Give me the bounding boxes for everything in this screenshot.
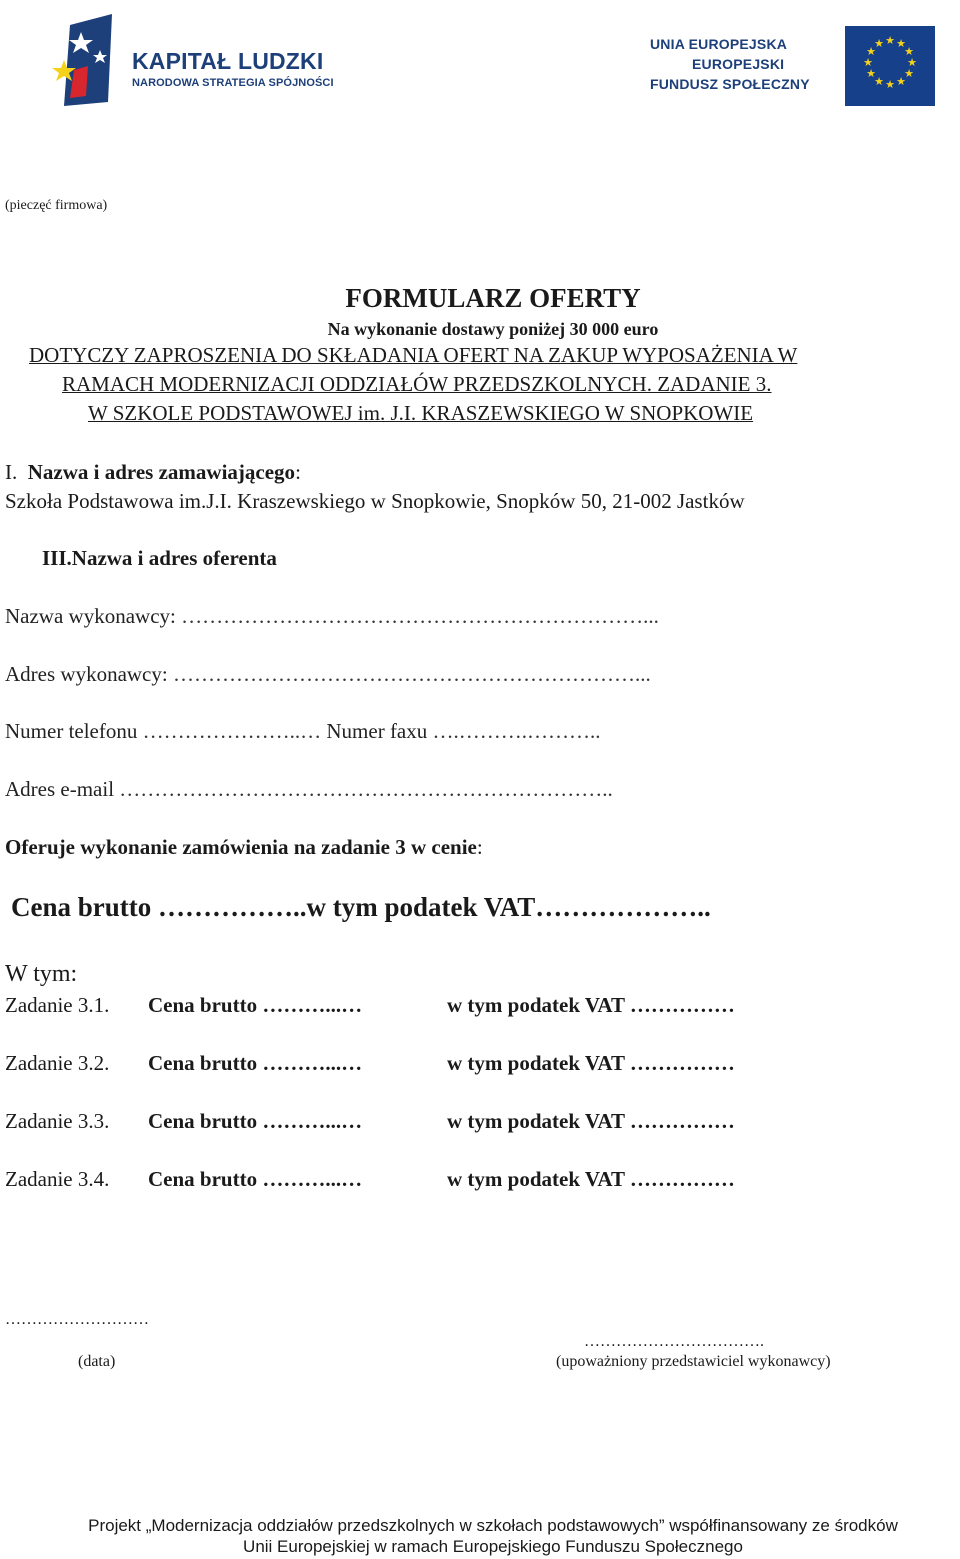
- task-price-field[interactable]: ………...…: [262, 1051, 363, 1075]
- form-subtitle: Na wykonanie dostawy poniżej 30 000 euro: [327, 319, 659, 339]
- logo-title: KAPITAŁ LUDZKI: [132, 48, 324, 74]
- task-vat-field[interactable]: ……………: [629, 993, 735, 1017]
- task-vat-field[interactable]: ……………: [629, 1109, 735, 1133]
- task-vat: [447, 1167, 735, 1191]
- section-1-number: I.: [5, 460, 18, 484]
- task-price: [148, 993, 447, 1018]
- task-price-label: Cena brutto: [148, 1051, 258, 1075]
- representative-signature-field[interactable]: …………………………….: [584, 1333, 764, 1350]
- contractor-address-label: Adres wykonawcy:: [5, 662, 168, 686]
- task-row: [5, 1051, 735, 1076]
- subject-line-3: W SZKOLE PODSTAWOWEJ im. J.I. KRASZEWSKIEGO W SNOPKOWIE: [88, 401, 754, 425]
- eu-efs-logo: [636, 20, 936, 108]
- contractor-address-field[interactable]: …………………………………………………………...: [172, 662, 651, 686]
- task-label: Zadanie 3.3.: [5, 1109, 110, 1133]
- svg-text:★: ★: [863, 56, 873, 69]
- task-price-field[interactable]: ………...…: [262, 1167, 363, 1191]
- svg-text:★: ★: [885, 78, 895, 91]
- section-3-number: III.: [42, 546, 72, 570]
- offer-colon: :: [476, 835, 483, 859]
- task-vat: [447, 993, 735, 1017]
- section-1-title: Nazwa i adres zamawiającego: [27, 460, 296, 484]
- email-field[interactable]: ……………………………………………………………..: [119, 777, 613, 801]
- svg-text:★: ★: [896, 75, 906, 88]
- task-vat-label: w tym podatek VAT: [447, 1051, 625, 1075]
- task-vat-field[interactable]: ……………: [629, 1051, 735, 1075]
- task-row: [5, 1167, 735, 1192]
- contractor-name-row: [5, 604, 659, 629]
- section-1-heading: [5, 460, 301, 485]
- total-price-label: Cena brutto: [11, 892, 152, 922]
- date-field[interactable]: ………………………: [5, 1311, 149, 1328]
- task-vat-label: w tym podatek VAT: [447, 993, 625, 1017]
- total-vat-field[interactable]: ………………..: [535, 892, 711, 922]
- eu-flag-icon: [845, 26, 935, 106]
- task-row: [5, 1109, 735, 1134]
- svg-text:★: ★: [907, 56, 917, 69]
- task-price-field[interactable]: ………...…: [262, 1109, 363, 1133]
- svg-text:★: ★: [874, 37, 884, 50]
- task-label: Zadanie 3.1.: [5, 993, 110, 1017]
- email-label: Adres e-mail: [5, 777, 115, 801]
- section-3-heading: [42, 546, 277, 571]
- eu-logo-line2: EUROPEJSKI: [692, 56, 785, 72]
- subject-line-2: RAMACH MODERNIZACJI ODDZIAŁÓW PRZEDSZKOLNYCH. ZADANIE 3.: [62, 372, 772, 396]
- task-vat-label: w tym podatek VAT: [447, 1167, 625, 1191]
- task-price: [148, 1109, 447, 1134]
- svg-text:★: ★: [866, 67, 876, 80]
- total-price-row: [11, 892, 711, 923]
- task-price-label: Cena brutto: [148, 993, 258, 1017]
- task-vat-field[interactable]: ……………: [629, 1167, 735, 1191]
- fax-label: Numer faxu: [326, 719, 428, 743]
- total-vat-label: w tym podatek VAT: [306, 892, 536, 922]
- svg-text:★: ★: [904, 67, 914, 80]
- form-title: FORMULARZ OFERTY: [345, 283, 641, 313]
- task-price-label: Cena brutto: [148, 1167, 258, 1191]
- svg-text:★: ★: [866, 45, 876, 58]
- task-price: [148, 1167, 447, 1192]
- svg-text:★: ★: [885, 34, 895, 47]
- svg-text:★: ★: [874, 75, 884, 88]
- eu-logo-line1: UNIA EUROPEJSKA: [650, 36, 788, 52]
- ordering-party-address: Szkoła Podstawowa im.J.I. Kraszewskiego w Snopkowie, Snopków 50, 21-002 Jastków: [5, 489, 745, 513]
- svg-text:★: ★: [896, 37, 906, 50]
- subject-line-1: DOTYCZY ZAPROSZENIA DO SKŁADANIA OFERT NA ZAKUP WYPOSAŻENIA W: [29, 343, 798, 367]
- total-price-field[interactable]: ……………..: [158, 892, 307, 922]
- kapital-ludzki-logo: [50, 10, 360, 110]
- representative-label: (upoważniony przedstawiciel wykonawcy): [556, 1353, 831, 1370]
- footer-line-2: Unii Europejskiej w ramach Europejskiego Funduszu Społecznego: [243, 1537, 743, 1556]
- phone-fax-row: [5, 719, 601, 744]
- offer-text: Oferuje wykonanie zamówienia na zadanie 3 w cenie: [5, 835, 477, 859]
- contractor-name-label: Nazwa wykonawcy:: [5, 604, 176, 628]
- eu-logo-line3: FUNDUSZ SPOŁECZNY: [650, 76, 810, 92]
- contractor-name-field[interactable]: …………………………………………………………...: [181, 604, 659, 628]
- task-vat: [447, 1109, 735, 1133]
- kapital-ludzki-emblem-icon: [50, 10, 130, 110]
- task-price-label: Cena brutto: [148, 1109, 258, 1133]
- contractor-address-row: [5, 662, 651, 687]
- phone-label: Numer telefonu: [5, 719, 138, 743]
- email-row: [5, 777, 613, 802]
- task-price-field[interactable]: ………...…: [262, 993, 363, 1017]
- task-price: [148, 1051, 447, 1076]
- fax-field[interactable]: ….……….………..: [432, 719, 601, 743]
- logo-subtitle: NARODOWA STRATEGIA SPÓJNOŚCI: [132, 77, 334, 89]
- task-vat-label: w tym podatek VAT: [447, 1109, 625, 1133]
- breakdown-heading: W tym:: [5, 961, 78, 987]
- task-label: Zadanie 3.2.: [5, 1051, 110, 1075]
- section-1-colon: :: [295, 460, 301, 484]
- phone-field[interactable]: …………………..…: [142, 719, 322, 743]
- date-label: (data): [78, 1353, 116, 1370]
- section-3-title: Nazwa i adres oferenta: [71, 546, 277, 570]
- task-vat: [447, 1051, 735, 1075]
- task-label: Zadanie 3.4.: [5, 1167, 110, 1191]
- footer-line-1: Projekt „Modernizacja oddziałów przedszkolnych w szkołach podstawowych” współfinansowany ze środków: [88, 1516, 898, 1535]
- task-row: [5, 993, 735, 1018]
- company-stamp-label: (pieczęć firmowa): [5, 198, 108, 213]
- offer-line: [5, 835, 483, 860]
- svg-text:★: ★: [904, 45, 914, 58]
